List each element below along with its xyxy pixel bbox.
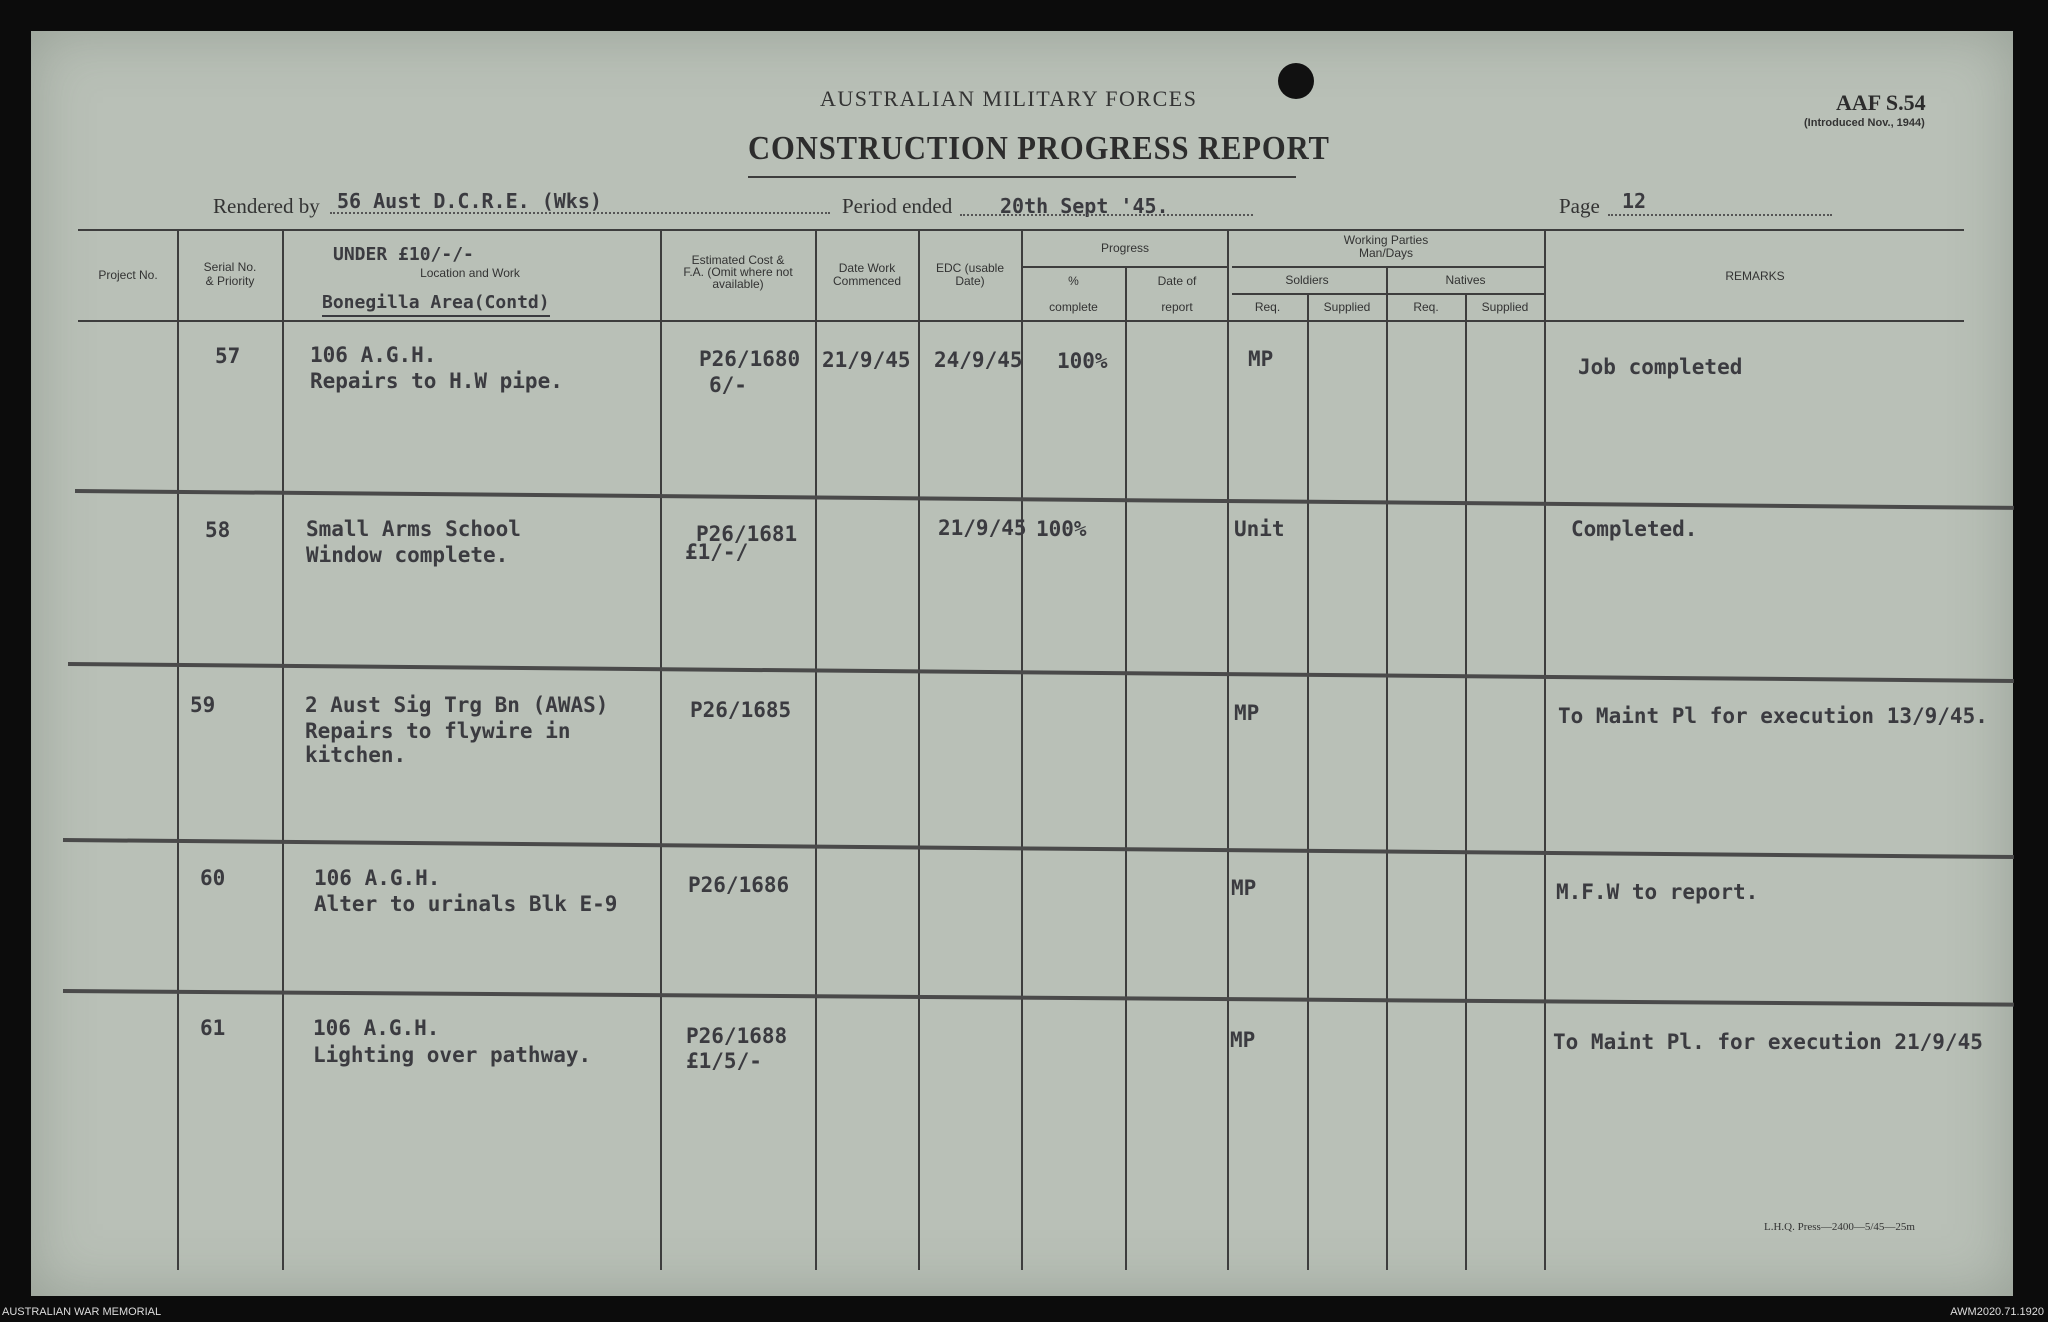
col-area: Bonegilla Area(Contd) xyxy=(322,292,550,317)
col-under-heading: UNDER £10/-/- xyxy=(333,244,474,265)
page-dots xyxy=(1608,214,1832,216)
page-label: Page xyxy=(1559,194,1600,218)
row-remarks: Job completed xyxy=(1578,355,1743,379)
row-edc: 21/9/45 xyxy=(938,516,1027,540)
period-value: 20th Sept '45. xyxy=(1000,194,1169,218)
row-serial: 57 xyxy=(215,344,241,368)
row-req: MP xyxy=(1234,701,1260,725)
row-serial: 60 xyxy=(200,866,226,890)
period-label: Period ended xyxy=(842,194,953,218)
col-date-of: Date of xyxy=(1157,274,1197,288)
rendered-by-value: 56 Aust D.C.R.E. (Wks) xyxy=(337,189,602,213)
row-location-line2: Repairs to H.W pipe. xyxy=(310,369,563,393)
row-location-line2: Lighting over pathway. xyxy=(313,1043,592,1067)
row-location-line1: 2 Aust Sig Trg Bn (AWAS) xyxy=(305,693,609,717)
col-supplied-natives: Supplied xyxy=(1481,300,1529,314)
row-cost-amount: £1/-/ xyxy=(685,540,749,564)
row-req: MP xyxy=(1248,347,1274,371)
form-code: AAF S.54 xyxy=(1836,90,1926,115)
row-req: MP xyxy=(1230,1028,1256,1052)
punch-hole xyxy=(1278,63,1314,99)
printer-note: L.H.Q. Press—2400—5/45—25m xyxy=(1764,1221,1915,1233)
row-location-line1: 106 A.G.H. xyxy=(314,866,441,890)
row-cost-ref: P26/1681 xyxy=(696,522,798,546)
col-est-cost: Estimated Cost & F.A. (Omit where not available) xyxy=(683,253,793,291)
page-title: CONSTRUCTION PROGRESS REPORT xyxy=(748,130,1330,167)
row-location-line1: Small Arms School xyxy=(306,517,521,541)
col-divider-5 xyxy=(918,230,920,1270)
col-serial xyxy=(178,260,282,288)
title-underline xyxy=(748,176,1296,178)
row-cost-amount: £1/5/- xyxy=(686,1049,762,1073)
col-divider-10 xyxy=(1386,266,1388,1270)
row-date-commenced: 21/9/45 xyxy=(822,348,911,372)
form-intro: (Introduced Nov., 1944) xyxy=(1804,117,1925,129)
row-pct-complete: 100% xyxy=(1057,349,1108,373)
working-parties-subheader-line xyxy=(1232,266,1544,268)
row-cost-ref: P26/1685 xyxy=(690,698,792,722)
row-remarks: To Maint Pl. for execution 21/9/45 xyxy=(1553,1030,1983,1054)
col-natives: Natives xyxy=(1445,273,1486,287)
col-date-commenced: Date Work Commenced xyxy=(832,261,902,288)
col-remarks: REMARKS xyxy=(1725,269,1785,283)
col-divider-4 xyxy=(815,230,817,1270)
col-progress: Progress xyxy=(1100,241,1150,255)
row-location-line2: Alter to urinals Blk E-9 xyxy=(314,892,618,916)
col-req-soldiers: Req. xyxy=(1254,300,1281,314)
row-cost-ref: P26/1680 xyxy=(699,347,801,371)
col-divider-6 xyxy=(1021,230,1023,1270)
col-req-natives: Req. xyxy=(1413,300,1439,314)
col-complete: complete xyxy=(1049,300,1098,314)
col-pct: % xyxy=(1068,274,1079,288)
row-serial: 61 xyxy=(200,1016,226,1040)
row-serial: 59 xyxy=(190,693,216,717)
page-value: 12 xyxy=(1622,189,1647,213)
row-req: MP xyxy=(1231,876,1257,900)
soldiers-natives-subheader-line xyxy=(1232,293,1544,295)
col-divider-1 xyxy=(177,230,179,1270)
row-req: Unit xyxy=(1234,517,1285,541)
row-cost-ref: P26/1688 xyxy=(686,1024,788,1048)
org-name: AUSTRALIAN MILITARY FORCES xyxy=(820,86,1198,111)
row-remarks: To Maint Pl for execution 13/9/45. xyxy=(1558,704,1988,728)
col-location: Location and Work xyxy=(420,266,520,280)
col-supplied-soldiers: Supplied xyxy=(1323,300,1371,314)
col-divider-7 xyxy=(1125,266,1127,1270)
row-edc: 24/9/45 xyxy=(934,348,1023,372)
row-cost-ref: P26/1686 xyxy=(688,873,790,897)
row-remarks: M.F.W to report. xyxy=(1556,880,1759,904)
col-divider-2 xyxy=(282,230,284,1270)
row-location-line2: Repairs to flywire in xyxy=(305,719,571,743)
col-divider-9 xyxy=(1307,294,1309,1270)
row-cost-amount: 6/- xyxy=(709,373,747,397)
rendered-by-label: Rendered by xyxy=(213,194,320,218)
col-divider-8 xyxy=(1227,230,1229,1270)
col-project-no: Project No. xyxy=(98,268,158,282)
period-dots xyxy=(960,214,1253,216)
row-location-line3: kitchen. xyxy=(305,743,407,767)
col-working-parties: Working Parties Man/Days xyxy=(1343,233,1429,260)
rendered-by-dots xyxy=(330,212,830,214)
row-remarks: Completed. xyxy=(1571,517,1698,541)
row-location-line1: 106 A.G.H. xyxy=(313,1016,440,1040)
footer-accession-number: AWM2020.71.1920 xyxy=(1950,1306,2044,1318)
progress-subheader-line xyxy=(1021,266,1228,268)
col-soldiers: Soldiers xyxy=(1285,273,1329,287)
col-divider-3 xyxy=(660,230,662,1270)
col-serial-label: Serial No. & Priority xyxy=(203,260,257,288)
col-divider-11 xyxy=(1465,294,1467,1270)
row-serial: 58 xyxy=(205,518,231,542)
col-report: report xyxy=(1161,300,1193,314)
col-edc: EDC (usable Date) xyxy=(935,261,1005,288)
footer-archive-name: AUSTRALIAN WAR MEMORIAL xyxy=(2,1306,162,1318)
row-location-line1: 106 A.G.H. xyxy=(310,343,437,367)
row-location-line2: Window complete. xyxy=(306,543,509,567)
row-pct-complete: 100% xyxy=(1036,517,1087,541)
col-divider-12 xyxy=(1544,230,1546,1270)
